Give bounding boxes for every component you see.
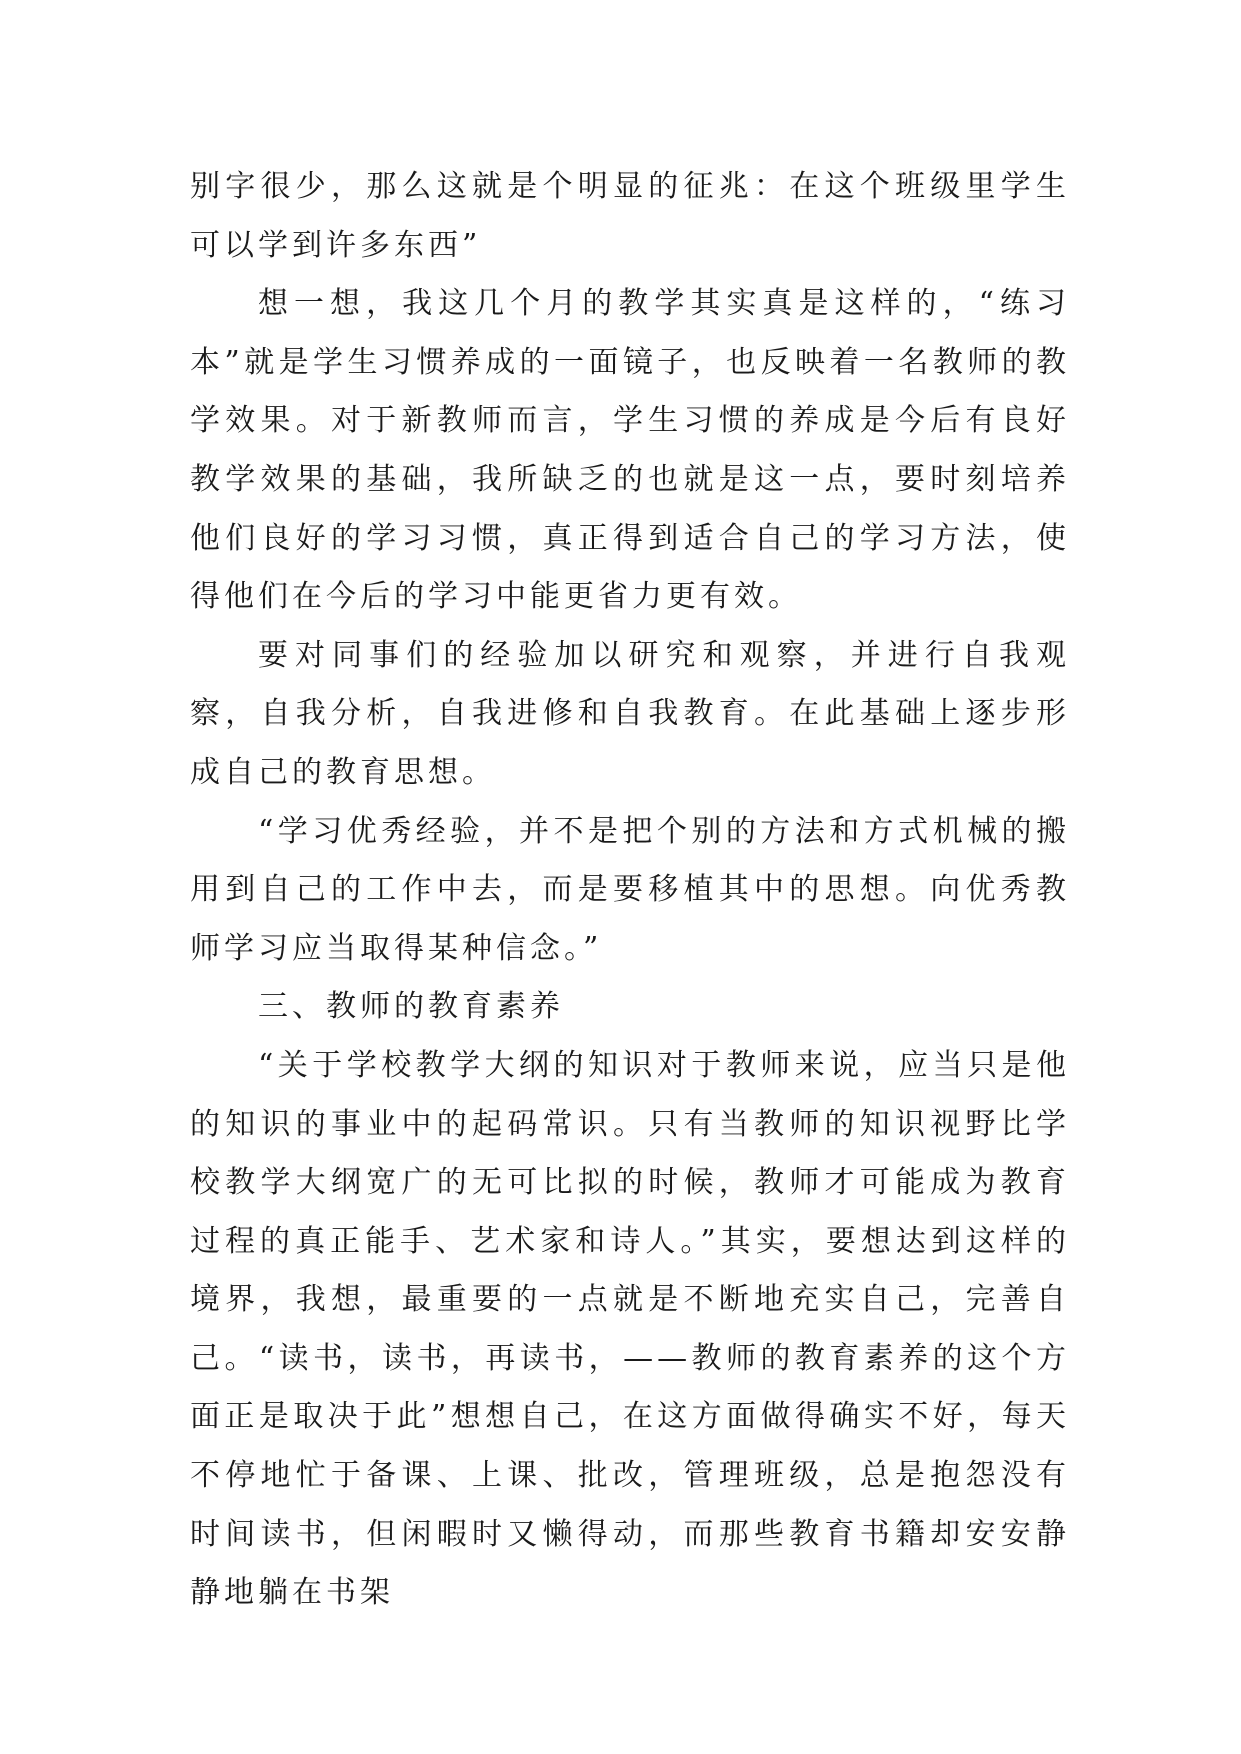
paragraph-education-literacy: “关于学校教学大纲的知识对于教师来说，应当只是他的知识的事业中的起码常识。只有当教师的知识视野比学校教学大纲宽广的无可比拟的时候，教师才可能成为教育过程的真正能手、艺术家和诗人。”其实，要想达到这样的境界，我想，最重要的一点就是不断地充实自己，完善自己。“读书，读书，再读书，——教师的教育素养的这个方面正是取决于此”想想自己，在这方面做得确实不好，每天不停地忙于备课、上课、批改，管理班级，总是抱怨没有时间读书，但闲暇时又懒得动，而那些教育书籍却安安静静地躺在书架 <box>190 1047 1070 1611</box>
paragraph-reflection: 想一想，我这几个月的教学其实真是这样的，“练习本”就是学生习惯养成的一面镜子，也反映着一名教师的教学效果。对于新教师而言，学生习惯的养成是今后有良好教学效果的基础，我所缺乏的也就是这一点，要时刻培养他们良好的学习习惯，真正得到适合自己的学习方法，使得他们在今后的学习中能更省力更有效。 <box>190 286 1070 615</box>
paragraph-quote-experience: “学习优秀经验，并不是把个别的方法和方式机械的搬用到自己的工作中去，而是要移植其中的思想。向优秀教师学习应当取得某种信念。” <box>190 813 1070 966</box>
section-heading: 三、教师的教育素养 <box>258 989 564 1025</box>
paragraph-continuation: 别字很少，那么这就是个明显的征兆：在这个班级里学生可以学到许多东西” <box>190 169 1070 263</box>
document-body <box>190 158 1070 1623</box>
paragraph-observation: 要对同事们的经验加以研究和观察，并进行自我观察，自我分析，自我进修和自我教育。在此基础上逐步形成自己的教育思想。 <box>190 637 1070 790</box>
